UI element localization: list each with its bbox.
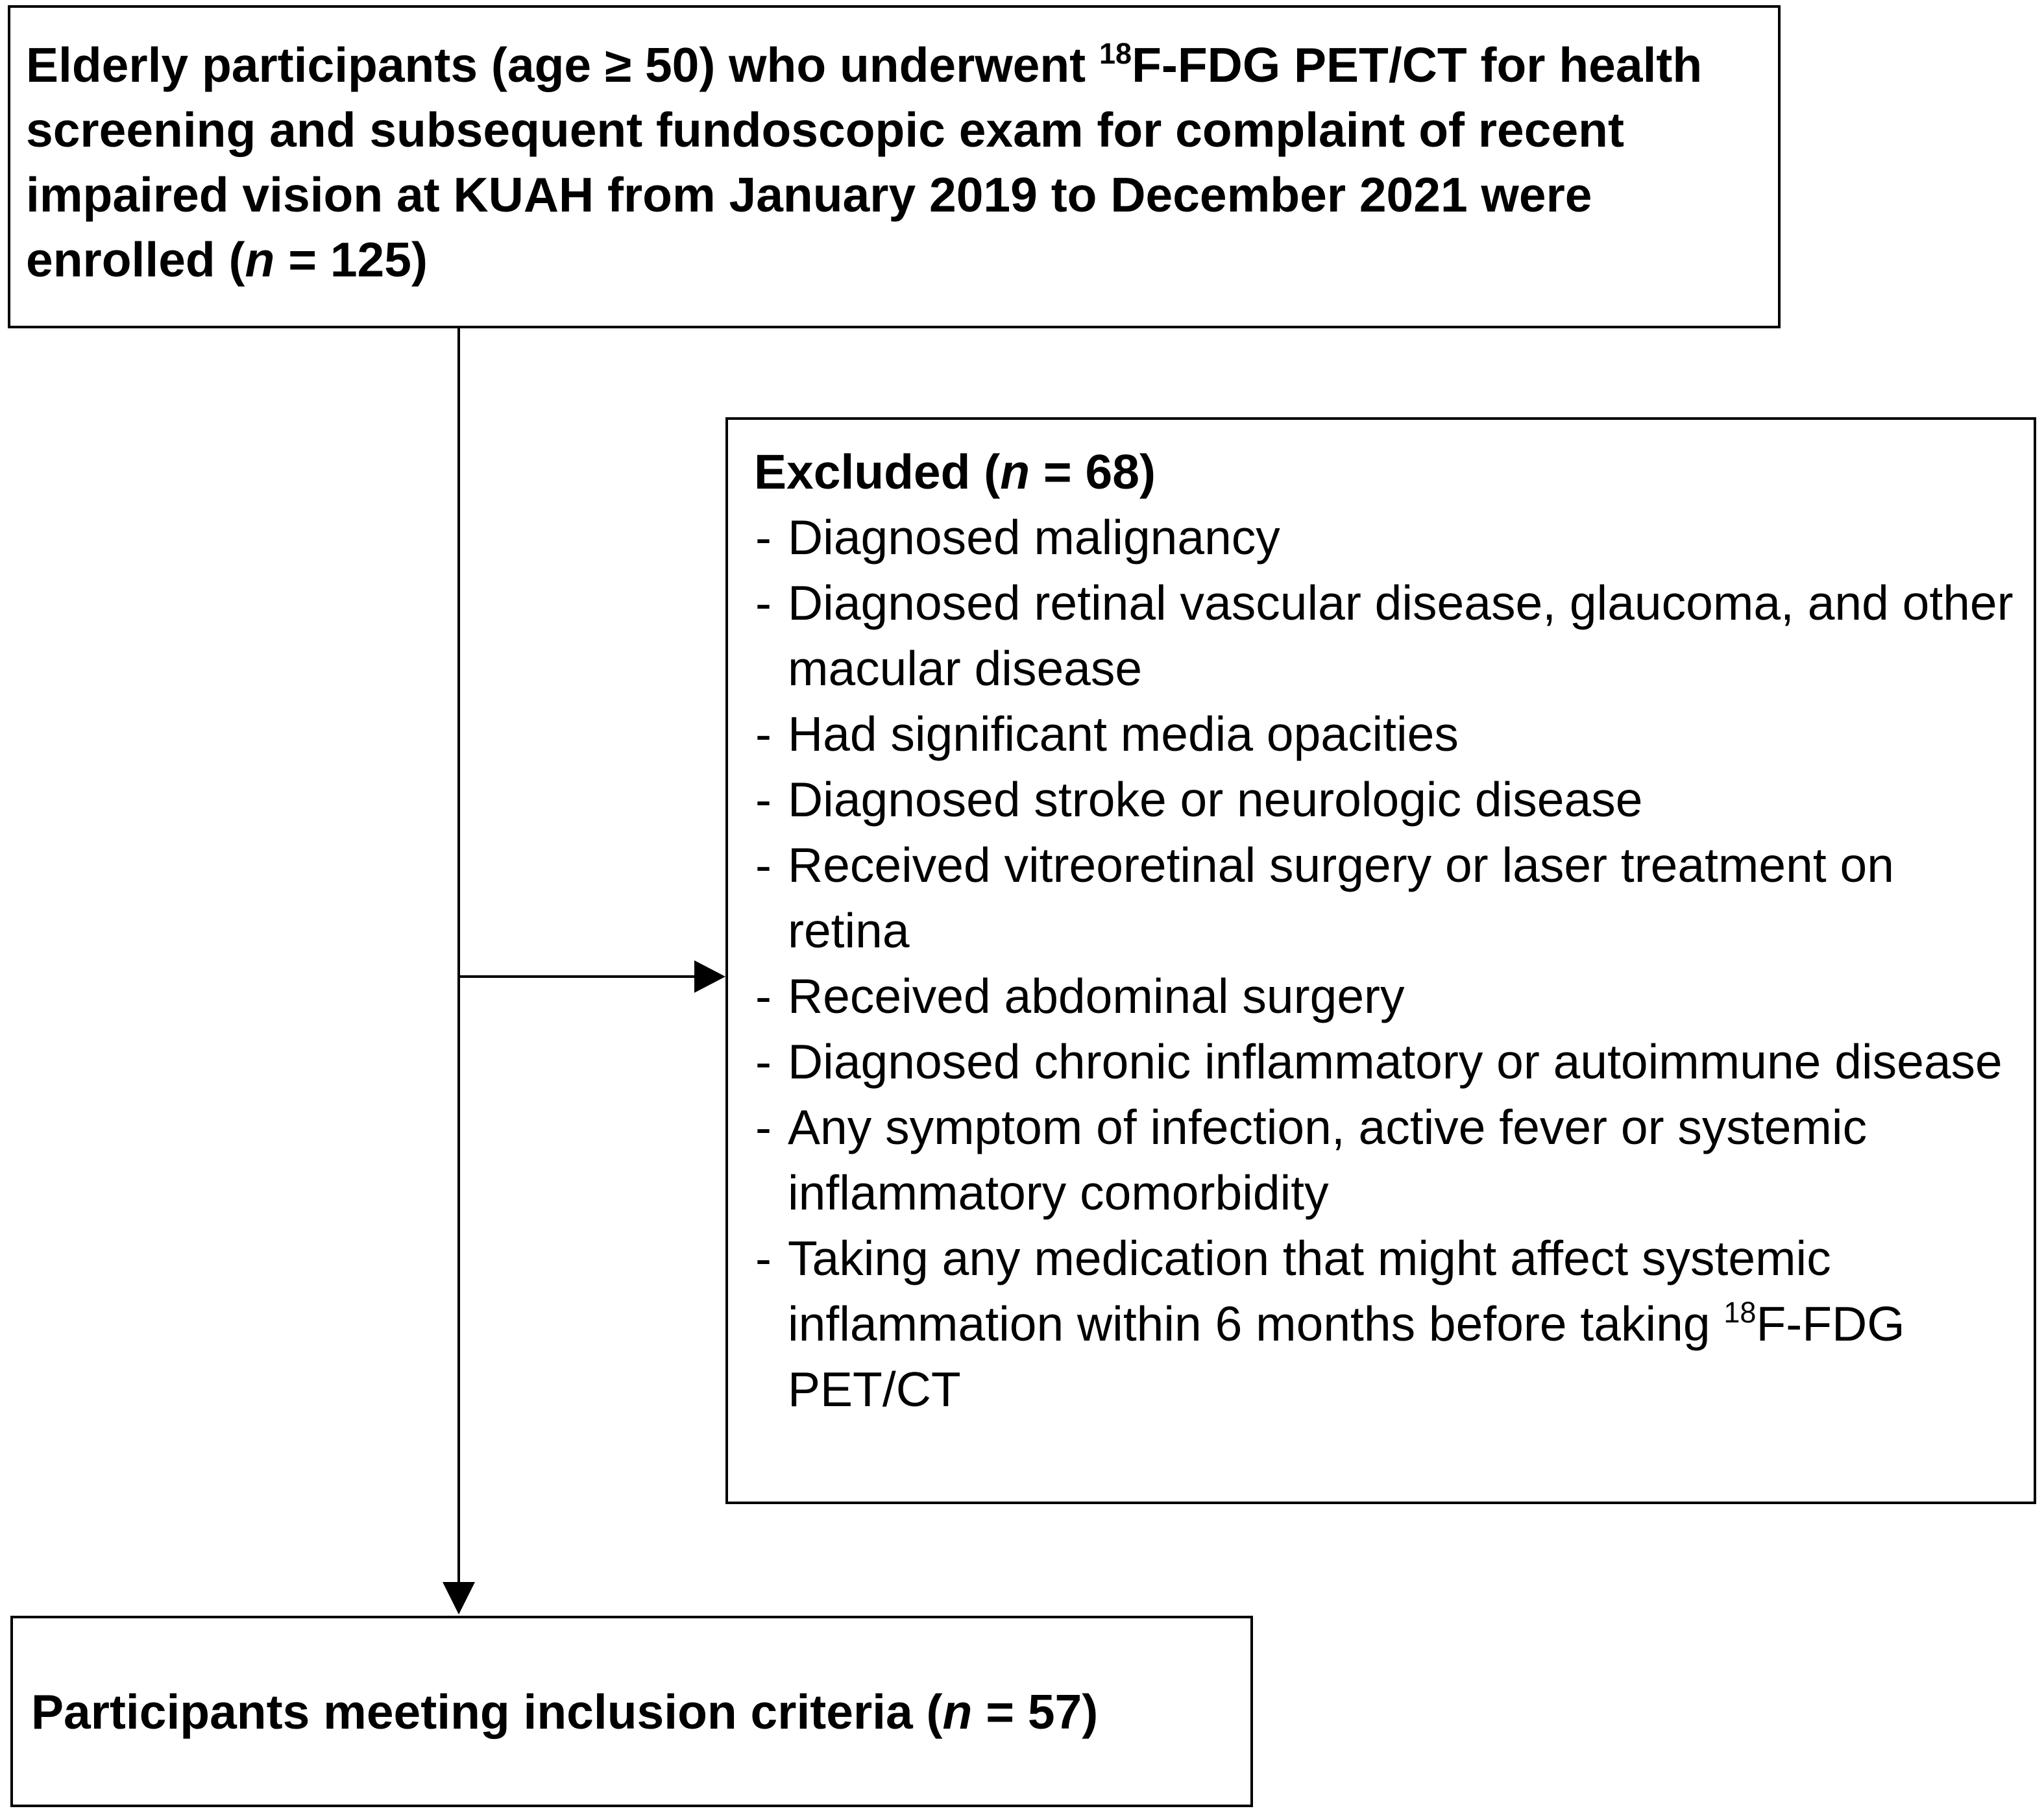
exclusion-item-medication (754, 1226, 2021, 1422)
inclusion-n-value: = 57) (972, 1684, 1099, 1739)
inclusion-label: Participants meeting inclusion criteria ( (31, 1684, 943, 1739)
exclusion-item: - Diagnosed malignancy (754, 505, 2021, 570)
excluded-n-symbol: n (1000, 444, 1030, 499)
inclusion-box (10, 1616, 1253, 1807)
enrollment-text-start: Elderly participants (age ≥ 50) who underwent (26, 38, 1099, 92)
medication-text-start: Taking any medication that might affect systemic inflammation within 6 months before taking (788, 1231, 1831, 1351)
excluded-title-prefix: Excluded ( (754, 444, 1001, 499)
inclusion-n-symbol: n (942, 1684, 973, 1739)
enrollment-n-symbol: n (245, 232, 275, 287)
main-flow-arrowhead (443, 1582, 475, 1614)
exclusion-item: - Diagnosed chronic inflammatory or autoimmune disease (754, 1029, 2021, 1095)
enrollment-n-value: = 125) (274, 232, 428, 287)
exclusion-item: - Diagnosed retinal vascular disease, glaucoma, and other macular disease (754, 570, 2021, 701)
medication-isotope-superscript: 18 (1723, 1296, 1757, 1330)
exclusion-item: - Received abdominal surgery (754, 964, 2021, 1029)
excluded-box (725, 417, 2036, 1504)
enrollment-box (8, 5, 1781, 328)
exclusion-branch-arrowhead (694, 960, 725, 993)
enrollment-isotope-superscript: 18 (1099, 37, 1132, 71)
inclusion-text (31, 1684, 1098, 1740)
excluded-n-value: = 68) (1030, 444, 1156, 499)
exclusion-criteria-list (754, 505, 2021, 1422)
enrollment-text-end: F-FDG PET/CT for health screening and subsequent fundoscopic exam for complaint of recent impaired vision at KUAH from January 2019 to December 2021 were enrolled ( (26, 38, 1703, 287)
exclusion-item: - Received vitreoretinal surgery or laser treatment on retina (754, 833, 2021, 964)
exclusion-item: - Diagnosed stroke or neurologic disease (754, 767, 2021, 833)
exclusion-item: - Had significant media opacities (754, 701, 2021, 767)
medication-text-end: F-FDG PET/CT (788, 1296, 1905, 1417)
excluded-title (754, 439, 2021, 505)
exclusion-item: - Any symptom of infection, active fever or systemic inflammatory comorbidity (754, 1095, 2021, 1226)
